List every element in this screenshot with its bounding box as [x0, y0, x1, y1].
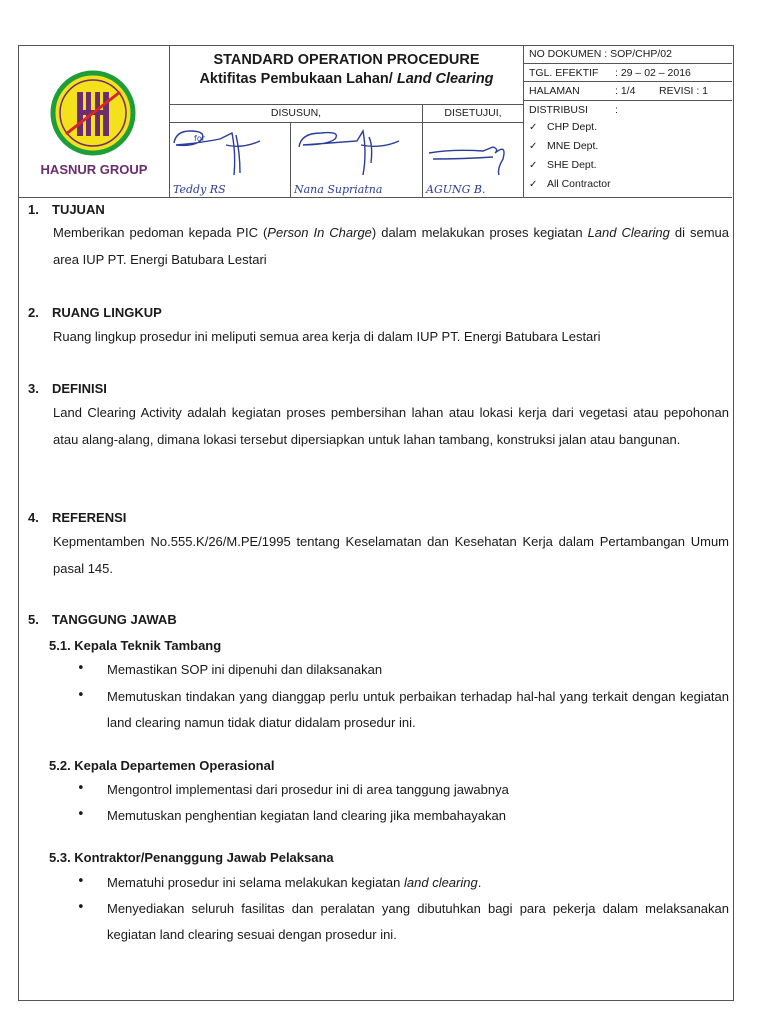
text: Mematuhi prosedur ini selama melakukan kegiatan	[107, 875, 404, 890]
section-heading	[28, 305, 162, 320]
text-italic: land clearing	[404, 875, 478, 890]
distribution-item	[524, 178, 732, 190]
subsection-title: 5.1. Kepala Teknik Tambang	[49, 638, 222, 653]
bullet-icon: •	[77, 688, 85, 703]
logo-cell	[19, 46, 170, 197]
list-item: Mengontrol implementasi dari prosedur ini di area tanggung jawabnya	[107, 782, 509, 797]
bullet-icon: •	[77, 781, 85, 796]
distribution-item-label: SHE Dept.	[547, 159, 597, 171]
list-item: Memutuskan tindakan yang dianggap perlu untuk perbaikan terhadap hal-hal yang terkait dengan kegiatan land clearing namun tidak diatur didalam prosedur ini.	[107, 689, 729, 730]
page-label: HALAMAN	[529, 85, 580, 97]
section-number: 1.	[28, 202, 39, 217]
section-title: TUJUAN	[52, 202, 105, 217]
effective-date-label: TGL. EFEKTIF	[529, 66, 599, 79]
signature-2-image	[291, 123, 422, 178]
revision: REVISI : 1	[659, 85, 709, 97]
section-paragraph: Kepmentamben No.555.K/26/M.PE/1995 tentang Keselamatan dan Kesehatan Kerja dalam Pertambangan Umum pasal 145.	[53, 534, 729, 576]
subsection-title: 5.3. Kontraktor/Penanggung Jawab Pelaksana	[49, 850, 334, 865]
list-item	[107, 870, 729, 896]
bullet-icon: •	[77, 661, 85, 676]
list-item: Memastikan SOP ini dipenuhi dan dilaksanakan	[107, 662, 383, 677]
title-italic: Land Clearing	[396, 71, 494, 87]
text: .	[477, 875, 482, 890]
list-item: Memutuskan penghentian kegiatan land clearing jika membahayakan	[107, 808, 506, 823]
section-title: TANGGUNG JAWAB	[52, 612, 177, 627]
signature-cell-2	[291, 123, 423, 197]
sop-title	[170, 46, 523, 105]
text: di semua area IUP PT. Energi Batubara Lestari	[53, 225, 729, 267]
bullet-icon: •	[77, 900, 85, 915]
signature-name-1: Teddy RS	[173, 183, 226, 196]
section-title: RUANG LINGKUP	[52, 305, 162, 320]
svg-text:for: for	[194, 134, 205, 143]
subsection-title: 5.2. Kepala Departemen Operasional	[49, 758, 275, 773]
list-item: Menyediakan seluruh fasilitas dan peralatan yang dibutuhkan bagi para pekerja dalam melaksanakan kegiatan land clearing sesuai dengan prosedur ini.	[107, 901, 729, 942]
doc-number: NO DOKUMEN : SOP/CHP/02	[524, 46, 732, 64]
section-title: DEFINISI	[52, 381, 107, 396]
effective-date-value: : 29 – 02 – 2016	[615, 66, 691, 79]
bullet-icon: •	[77, 874, 85, 889]
company-name: HASNUR GROUP	[40, 162, 148, 177]
text: ) dalam melakukan proses kegiatan	[371, 225, 588, 240]
signature-name-3: AGUNG B.	[426, 183, 486, 196]
section-heading	[28, 202, 105, 217]
disusun-label: DISUSUN,	[170, 105, 423, 123]
check-icon: ✓	[529, 179, 538, 190]
signature-1-image	[170, 123, 290, 178]
text-italic: Land Clearing	[587, 225, 670, 240]
section-heading	[28, 510, 126, 525]
section-number: 4.	[28, 510, 39, 525]
page-value: : 1/4	[615, 85, 636, 97]
sop-page	[18, 45, 734, 1001]
signature-name-2: Nana Supriatna	[294, 183, 383, 196]
document-header	[19, 46, 732, 198]
distribution-item-label: All Contractor	[547, 178, 611, 190]
disetujui-label: DISETUJUI,	[423, 105, 523, 123]
bullet-icon: •	[77, 807, 85, 822]
distribution-item-label: MNE Dept.	[547, 140, 599, 152]
sop-title-line2	[170, 71, 523, 87]
text: Memberikan pedoman kepada PIC (	[53, 225, 268, 240]
document-meta	[524, 46, 732, 197]
section-paragraph: Land Clearing Activity adalah kegiatan proses pembersihan lahan atau lokasi kerja dari vegetasi atau pepohonan atau alang-alang, dimana lokasi tersebut dipersiapkan untuk lahan tambang, konstruksi jalan atau bangunan.	[53, 405, 729, 447]
section-heading	[28, 381, 107, 396]
distribution-item	[524, 140, 732, 152]
distribution-colon: :	[615, 103, 618, 116]
title-block	[170, 46, 524, 197]
section-title: REFERENSI	[52, 510, 127, 525]
page-revision-row	[524, 83, 732, 101]
sop-title-line1: STANDARD OPERATION PROCEDURE	[213, 52, 480, 68]
signature-cell-3	[423, 123, 523, 197]
check-icon: ✓	[529, 160, 538, 171]
hasnur-logo	[48, 68, 138, 158]
distribution-item-label: CHP Dept.	[547, 121, 597, 133]
distribution-item	[524, 121, 732, 133]
section-heading	[28, 612, 177, 627]
check-icon: ✓	[529, 141, 538, 152]
signature-cell-1	[170, 123, 291, 197]
distribution-item	[524, 159, 732, 171]
section-number: 2.	[28, 305, 39, 320]
title-plain: Aktifitas Pembukaan Lahan/	[199, 71, 397, 87]
distribution-label: DISTRIBUSI	[529, 103, 588, 116]
section-number: 5.	[28, 612, 39, 627]
check-icon: ✓	[529, 122, 538, 133]
text-italic: Person In Charge	[267, 225, 372, 240]
distribution-row	[524, 102, 732, 120]
section-number: 3.	[28, 381, 39, 396]
signature-3-image	[423, 123, 523, 178]
effective-date-row	[524, 65, 732, 83]
section-paragraph	[53, 220, 729, 273]
section-paragraph: Ruang lingkup prosedur ini meliputi semua area kerja di dalam IUP PT. Energi Batubara Lestari	[53, 329, 601, 344]
